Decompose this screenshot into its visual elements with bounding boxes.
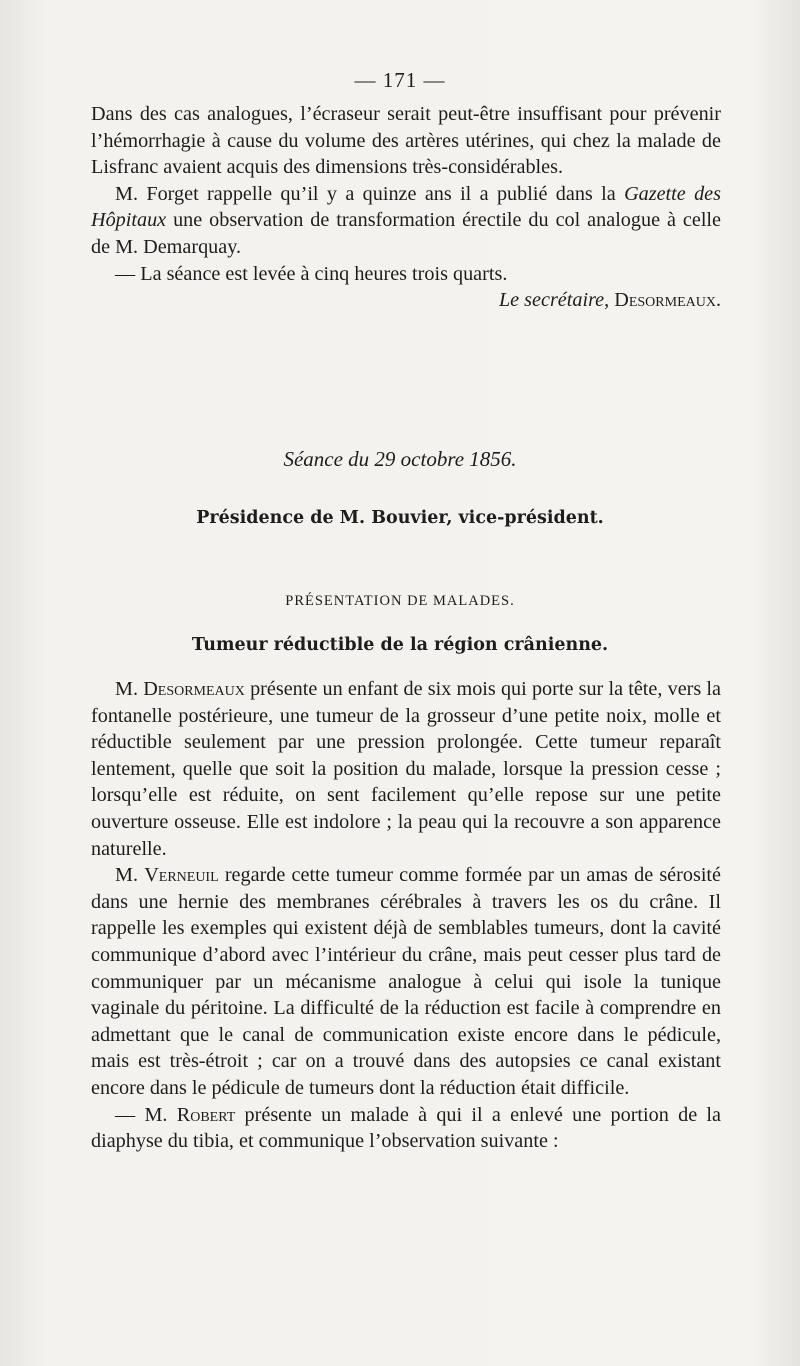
section-heading: PRÉSENTATION DE MALADES. <box>285 593 515 609</box>
page-number: — 171 — <box>354 68 446 92</box>
paragraph-forget <box>91 181 721 261</box>
subject-heading: Tumeur réductible de la région crânienne. <box>191 635 609 655</box>
paragraph-verneuil <box>91 862 721 1101</box>
desormeaux-name: Desormeaux <box>143 678 245 700</box>
forget-text-start: M. Forget rappelle qu’il y a quinze ans il a publié dans la <box>115 182 625 205</box>
presidence-heading: Présidence de M. Bouvier, vice-président. <box>196 508 604 528</box>
journal-title: Gazette des Hôpitaux <box>91 182 721 232</box>
paragraph-desormeaux <box>91 676 721 862</box>
desormeaux-text: présente un enfant de six mois qui porte sur la tête, vers la fontanelle postérieure, une tumeur de la grosseur d’une petite noix, molle et réductible seulement par une pression prolongée. Cette tumeur reparaît lentement, quelle que soit la position du malade, lorsque la pression cesse ; lorsqu’elle est réduite, on sent facilement qu’elle repose sur une petite ouverture osseuse. Elle est indolore ; la peau qui la recouvre a son apparence naturelle. <box>91 678 721 860</box>
signature-separator: , <box>604 289 615 312</box>
paragraph-seance-close: — La séance est levée à cinq heures trois quarts. <box>115 262 508 285</box>
verneuil-prefix: M. <box>115 864 145 887</box>
robert-name: Robert <box>176 1103 236 1126</box>
signature-line <box>91 287 721 314</box>
text-block-bottom <box>91 676 721 1155</box>
paragraph-analogous-cases: Dans des cas analogues, l’écraseur serait peut-être insuffisant pour prévenir l’hémorrhagie à cause du volume des artères utérines, qui chez la malade de Lisfranc avaient acquis des dimensions très-considérables. <box>91 103 721 179</box>
text-block-top <box>91 101 721 314</box>
robert-text: présente un malade à qui il a enlevé une portion de la diaphyse du tibia, et communique l’observation suivante : <box>91 1103 721 1153</box>
signature-role: Le secrétaire <box>498 289 605 312</box>
verneuil-name: Verneuil <box>144 864 219 887</box>
desormeaux-prefix: M. <box>115 678 144 700</box>
paragraph-robert <box>91 1102 721 1155</box>
forget-text-end: une observation de transformation érectile du col analogue à celle de M. Demarquay. <box>91 209 721 258</box>
signature-name: Desormeaux. <box>614 289 721 312</box>
seance-heading: Séance du 29 octobre 1856. <box>283 447 517 471</box>
robert-prefix: — M. <box>115 1103 177 1126</box>
verneuil-text: regarde cette tumeur comme formée par un amas de sérosité dans une hernie des membranes cérébrales à travers les os du crâne. Il rappelle les exemples qui existent déjà de semblables tumeurs, dont la cavité communique d’abord avec l’intérieur du crâne, mais peut cesser plus tard de communiquer par un mécanisme analogue à celui qui isole la tunique vaginale du péritoine. La difficulté de la réduction est facile à comprendre en admettant que le canal de communication existe encore dans le pédicule, mais est très-étroit ; car on a trouvé dans des autopsies ce canal existant encore dans le pédicule de tumeurs dont la réduction était difficile. <box>91 864 721 1099</box>
